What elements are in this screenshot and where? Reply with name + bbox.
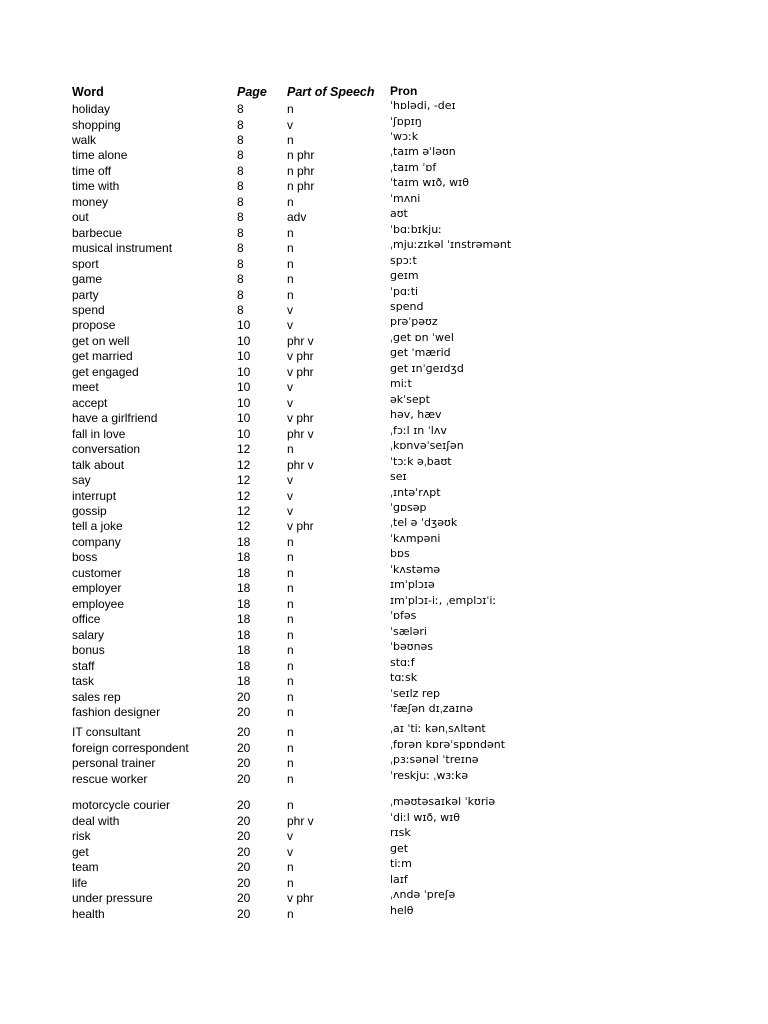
- word-cell: sport: [72, 256, 99, 271]
- word-cell: musical instrument: [72, 241, 173, 256]
- page-cell: 10: [237, 380, 251, 395]
- word-cell: motorcycle courier: [72, 798, 171, 813]
- pronunciation-cell: ˌfɒrən kɒrəˈspɒndənt: [390, 737, 506, 751]
- pronunciation-cell: ɡet: [390, 841, 409, 855]
- word-cell: life: [72, 875, 88, 890]
- page-cell: 8: [237, 132, 244, 147]
- table-row: [0, 361, 768, 380]
- pronunciation-cell: helθ: [390, 903, 414, 917]
- table-row: [0, 485, 768, 504]
- table-row: [0, 379, 768, 395]
- part-of-speech-cell: n: [287, 906, 294, 921]
- word-cell: boss: [72, 550, 98, 565]
- table-row: [0, 222, 768, 241]
- part-of-speech-cell: n: [287, 689, 294, 704]
- word-cell: under pressure: [72, 891, 153, 905]
- pronunciation-cell: ˈhɒlədi, -deɪ: [390, 99, 456, 112]
- table-row: [0, 859, 768, 875]
- page-cell: 12: [237, 442, 251, 457]
- table-row: [0, 562, 768, 581]
- pronunciation-cell: ˈmʌni: [390, 191, 421, 205]
- pronunciation-cell: spɔːt: [390, 253, 417, 267]
- part-of-speech-cell: phr v: [287, 813, 314, 828]
- part-of-speech-cell: v phr: [287, 519, 314, 534]
- page-cell: 20: [237, 860, 251, 875]
- part-of-speech-cell: n: [287, 225, 294, 240]
- word-cell: conversation: [72, 442, 141, 457]
- pronunciation-cell: ɡet ˈmærid: [390, 346, 451, 360]
- table-row: [0, 701, 768, 720]
- page-cell: 20: [237, 844, 251, 859]
- page-cell: 20: [237, 906, 251, 921]
- part-of-speech-cell: phr v: [287, 333, 314, 348]
- table-row: [0, 611, 768, 627]
- part-of-speech-cell: n: [287, 740, 294, 755]
- part-of-speech-cell: v phr: [287, 411, 314, 426]
- part-of-speech-cell: n: [287, 256, 294, 271]
- part-of-speech-cell: n: [287, 550, 294, 565]
- word-cell: meet: [72, 380, 99, 395]
- part-of-speech-cell: v phr: [287, 349, 314, 364]
- page-cell: 20: [237, 771, 251, 786]
- pronunciation-cell: əkˈsept: [390, 392, 430, 406]
- header-pron: Pron: [390, 84, 418, 98]
- table-row: [0, 101, 768, 117]
- pronunciation-cell: ˌkɒnvəˈseɪʃən: [390, 439, 464, 453]
- page-cell: 8: [237, 225, 244, 240]
- table-row: [0, 624, 768, 643]
- word-cell: deal with: [72, 813, 120, 828]
- page-cell: 8: [237, 241, 244, 256]
- header-part-of-speech: Part of Speech: [287, 85, 375, 99]
- pronunciation-cell: aʊt: [390, 207, 408, 221]
- pronunciation-cell: ɪmˈplɔɪə: [390, 578, 435, 592]
- word-cell: task: [72, 674, 95, 688]
- word-cell: fashion designer: [72, 704, 161, 719]
- word-cell: tell a joke: [72, 519, 123, 534]
- word-cell: accept: [72, 395, 108, 410]
- page-cell: 10: [237, 333, 251, 348]
- page-cell: 20: [237, 875, 251, 890]
- pronunciation-cell: seɪ: [390, 470, 407, 483]
- pronunciation-cell: tiːm: [390, 857, 412, 871]
- part-of-speech-cell: n: [287, 565, 294, 580]
- table-row: [0, 330, 768, 349]
- page-cell: 8: [237, 272, 244, 287]
- page-cell: 12: [237, 473, 251, 487]
- table-row: [0, 686, 768, 705]
- page-cell: 10: [237, 349, 251, 364]
- table-row: [0, 828, 768, 844]
- part-of-speech-cell: adv: [287, 210, 307, 225]
- pronunciation-cell: ˌɡet ɒn ˈwel: [390, 330, 454, 344]
- pronunciation-cell: bɒs: [390, 547, 410, 561]
- part-of-speech-cell: n: [287, 771, 294, 786]
- table-row: [0, 797, 768, 813]
- word-cell: get: [72, 844, 89, 859]
- part-of-speech-cell: v: [287, 473, 293, 487]
- table-header: [0, 84, 768, 100]
- part-of-speech-cell: n: [287, 725, 294, 740]
- word-cell: foreign correspondent: [72, 740, 189, 755]
- page-cell: 20: [237, 829, 251, 844]
- pronunciation-cell: ˈwɔːk: [390, 129, 419, 143]
- table-row: [0, 890, 768, 906]
- pronunciation-cell: spend: [390, 300, 424, 313]
- word-cell: rescue worker: [72, 771, 148, 786]
- pronunciation-cell: miːt: [390, 377, 412, 391]
- page-cell: 20: [237, 798, 251, 813]
- page-cell: 12: [237, 457, 251, 472]
- word-cell: staff: [72, 658, 95, 673]
- page-cell: 18: [237, 643, 251, 658]
- page-cell: 20: [237, 740, 251, 755]
- word-cell: propose: [72, 318, 116, 333]
- page-cell: 10: [237, 318, 251, 333]
- pronunciation-cell: ɡeɪm: [390, 269, 419, 283]
- word-cell: walk: [72, 132, 97, 147]
- part-of-speech-cell: n: [287, 581, 294, 596]
- word-cell: fall in love: [72, 426, 126, 441]
- part-of-speech-cell: n: [287, 102, 294, 116]
- table-row: [0, 392, 768, 411]
- word-cell: time off: [72, 163, 112, 178]
- word-cell: say: [72, 473, 91, 487]
- page-cell: 18: [237, 550, 251, 565]
- page-cell: 10: [237, 395, 251, 410]
- part-of-speech-cell: n: [287, 875, 294, 890]
- pronunciation-cell: ˈfæʃən dɪˌzaɪnə: [390, 701, 474, 715]
- pronunciation-cell: laɪf: [390, 872, 408, 886]
- word-cell: health: [72, 906, 105, 921]
- part-of-speech-cell: v: [287, 318, 293, 333]
- word-cell: barbecue: [72, 225, 123, 240]
- part-of-speech-cell: v: [287, 395, 293, 410]
- pronunciation-cell: ˈtaɪm wɪð, wɪθ: [390, 176, 469, 190]
- page-cell: 8: [237, 194, 244, 209]
- table-row: [0, 872, 768, 891]
- part-of-speech-cell: n phr: [287, 179, 315, 194]
- pronunciation-cell: ˌtel ə ˈdʒəʊk: [390, 516, 458, 530]
- page-cell: 8: [237, 102, 244, 116]
- pronunciation-cell: ˈdiːl wɪð, wɪθ: [390, 810, 460, 824]
- part-of-speech-cell: n: [287, 442, 294, 457]
- part-of-speech-cell: n: [287, 860, 294, 875]
- word-cell: spend: [72, 303, 105, 317]
- header-word: Word: [72, 85, 104, 99]
- pronunciation-cell: ˌpɜːsənəl ˈtreɪnə: [390, 753, 479, 767]
- table-row: [0, 147, 768, 163]
- page-cell: 20: [237, 813, 251, 828]
- table-row: [0, 178, 768, 194]
- word-cell: get married: [72, 349, 133, 364]
- table-row: [0, 160, 768, 179]
- page-cell: 8: [237, 163, 244, 178]
- word-cell: personal trainer: [72, 756, 156, 771]
- part-of-speech-cell: v phr: [287, 891, 314, 905]
- table-row: [0, 531, 768, 550]
- table-row: [0, 191, 768, 210]
- pronunciation-cell: ˈbɑːbɪkjuː: [390, 222, 442, 236]
- pronunciation-cell: ˈʃɒpɪŋ: [390, 114, 422, 128]
- table-row: [0, 284, 768, 303]
- page-cell: 8: [237, 117, 244, 132]
- page-cell: 20: [237, 704, 251, 719]
- page-cell: 18: [237, 596, 251, 611]
- part-of-speech-cell: v: [287, 829, 293, 844]
- table-row: [0, 903, 768, 922]
- part-of-speech-cell: v: [287, 117, 293, 132]
- table-row: [0, 348, 768, 364]
- table-row: [0, 724, 768, 740]
- part-of-speech-cell: v: [287, 844, 293, 859]
- table-row: [0, 580, 768, 596]
- part-of-speech-cell: phr v: [287, 457, 314, 472]
- table-row: [0, 302, 768, 318]
- word-cell: interrupt: [72, 488, 117, 503]
- pronunciation-cell: ˌmjuːzɪkəl ˈɪnstrəmənt: [390, 238, 512, 252]
- page-cell: 12: [237, 488, 251, 503]
- pronunciation-cell: ɪmˈplɔɪ-iː, ˌemplɔɪˈiː: [390, 593, 497, 607]
- page-cell: 10: [237, 364, 251, 379]
- page-cell: 18: [237, 534, 251, 549]
- word-cell: risk: [72, 829, 91, 844]
- word-cell: time with: [72, 179, 120, 194]
- page-cell: 10: [237, 411, 251, 426]
- page-cell: 8: [237, 303, 244, 317]
- pronunciation-cell: ˌɪntəˈrʌpt: [390, 485, 441, 499]
- part-of-speech-cell: n: [287, 132, 294, 147]
- word-cell: money: [72, 194, 109, 209]
- page-cell: 12: [237, 519, 251, 534]
- pronunciation-cell: ˈseɪlz rep: [390, 686, 440, 700]
- pronunciation-cell: ˌaɪ ˈtiː kənˌsʌltənt: [390, 722, 486, 736]
- word-cell: get engaged: [72, 364, 139, 379]
- table-row: [0, 209, 768, 225]
- table-row: [0, 253, 768, 272]
- pronunciation-cell: ˌfɔːl ɪn ˈlʌv: [390, 423, 447, 437]
- table-row: [0, 423, 768, 442]
- word-cell: have a girlfriend: [72, 411, 158, 426]
- word-cell: IT consultant: [72, 725, 141, 740]
- part-of-speech-cell: n: [287, 627, 294, 642]
- pronunciation-cell: ɡet ɪnˈɡeɪdʒd: [390, 361, 464, 375]
- table-row: [0, 114, 768, 133]
- pronunciation-cell: prəˈpəʊz: [390, 315, 438, 329]
- page-cell: 8: [237, 179, 244, 194]
- pronunciation-cell: ˈɡɒsəp: [390, 501, 427, 514]
- page-cell: 8: [237, 148, 244, 163]
- pronunciation-cell: həv, hæv: [390, 408, 442, 422]
- part-of-speech-cell: n: [287, 798, 294, 813]
- pronunciation-cell: rɪsk: [390, 826, 411, 840]
- word-cell: employee: [72, 596, 125, 611]
- word-cell: employer: [72, 581, 122, 596]
- table-row: [0, 841, 768, 860]
- page-cell: 18: [237, 581, 251, 596]
- table-row: [0, 810, 768, 829]
- page-cell: 20: [237, 891, 251, 905]
- word-cell: bonus: [72, 643, 105, 658]
- page-cell: 18: [237, 627, 251, 642]
- pronunciation-cell: stɑːf: [390, 655, 415, 669]
- table-row: [0, 271, 768, 287]
- word-cell: time alone: [72, 148, 128, 163]
- part-of-speech-cell: v phr: [287, 364, 314, 379]
- table-row: [0, 673, 768, 689]
- table-row: [0, 737, 768, 756]
- word-cell: sales rep: [72, 689, 121, 704]
- word-cell: customer: [72, 565, 122, 580]
- page-cell: 18: [237, 658, 251, 673]
- pronunciation-cell: ˌməʊtəsaɪkəl ˈkʊriə: [390, 795, 496, 809]
- part-of-speech-cell: v: [287, 303, 293, 317]
- part-of-speech-cell: n: [287, 658, 294, 673]
- word-cell: shopping: [72, 117, 121, 132]
- part-of-speech-cell: n: [287, 287, 294, 302]
- page-cell: 8: [237, 256, 244, 271]
- page-cell: 20: [237, 725, 251, 740]
- table-row: [0, 454, 768, 473]
- pronunciation-cell: ˌtaɪm əˈləʊn: [390, 145, 456, 159]
- pronunciation-cell: ˈtɔːk əˌbaʊt: [390, 454, 452, 468]
- part-of-speech-cell: n: [287, 194, 294, 209]
- pronunciation-cell: ˈpɑːti: [390, 284, 419, 298]
- word-cell: team: [72, 860, 99, 875]
- part-of-speech-cell: n phr: [287, 148, 315, 163]
- part-of-speech-cell: n: [287, 704, 294, 719]
- table-row: [0, 768, 768, 787]
- pronunciation-cell: ˈɒfəs: [390, 609, 417, 623]
- table-row: [0, 240, 768, 256]
- page-cell: 18: [237, 565, 251, 580]
- word-cell: game: [72, 272, 103, 287]
- part-of-speech-cell: n: [287, 674, 294, 688]
- page-cell: 18: [237, 674, 251, 688]
- table-row: [0, 549, 768, 565]
- word-cell: company: [72, 534, 121, 549]
- table-row: [0, 593, 768, 612]
- table-row: [0, 441, 768, 457]
- word-cell: get on well: [72, 333, 130, 348]
- part-of-speech-cell: n: [287, 241, 294, 256]
- header-page: Page: [237, 85, 267, 99]
- table-row: [0, 317, 768, 333]
- part-of-speech-cell: n phr: [287, 163, 315, 178]
- part-of-speech-cell: n: [287, 756, 294, 771]
- word-cell: salary: [72, 627, 105, 642]
- page-cell: 8: [237, 287, 244, 302]
- page-cell: 20: [237, 756, 251, 771]
- pronunciation-cell: ˈbəʊnəs: [390, 640, 434, 654]
- table-row: [0, 503, 768, 519]
- table-row: [0, 655, 768, 674]
- pronunciation-cell: ˈkʌstəmə: [390, 562, 441, 576]
- table-row: [0, 129, 768, 148]
- page-cell: 12: [237, 504, 251, 518]
- part-of-speech-cell: n: [287, 612, 294, 627]
- table-row: [0, 755, 768, 771]
- part-of-speech-cell: phr v: [287, 426, 314, 441]
- word-cell: gossip: [72, 504, 107, 518]
- part-of-speech-cell: v: [287, 380, 293, 395]
- pronunciation-cell: ˈreskjuː ˌwɜːkə: [390, 768, 469, 782]
- word-cell: talk about: [72, 457, 125, 472]
- part-of-speech-cell: n: [287, 534, 294, 549]
- part-of-speech-cell: v: [287, 488, 293, 503]
- part-of-speech-cell: n: [287, 596, 294, 611]
- table-row: [0, 642, 768, 658]
- word-cell: holiday: [72, 102, 111, 116]
- word-cell: out: [72, 210, 89, 225]
- page-cell: 10: [237, 426, 251, 441]
- pronunciation-cell: ˈkʌmpəni: [390, 531, 441, 545]
- page-cell: 20: [237, 689, 251, 704]
- part-of-speech-cell: v: [287, 504, 293, 518]
- pronunciation-cell: tɑːsk: [390, 671, 418, 684]
- page-cell: 8: [237, 210, 244, 225]
- part-of-speech-cell: n: [287, 272, 294, 287]
- word-cell: party: [72, 287, 99, 302]
- page-cell: 18: [237, 612, 251, 627]
- word-cell: office: [72, 612, 101, 627]
- pronunciation-cell: ˈsæləri: [390, 624, 427, 638]
- table-row: [0, 410, 768, 426]
- pronunciation-cell: ˌʌndə ˈpreʃə: [390, 888, 456, 901]
- part-of-speech-cell: n: [287, 643, 294, 658]
- table-row: [0, 472, 768, 488]
- table-row: [0, 518, 768, 534]
- pronunciation-cell: ˌtaɪm ˈɒf: [390, 160, 437, 174]
